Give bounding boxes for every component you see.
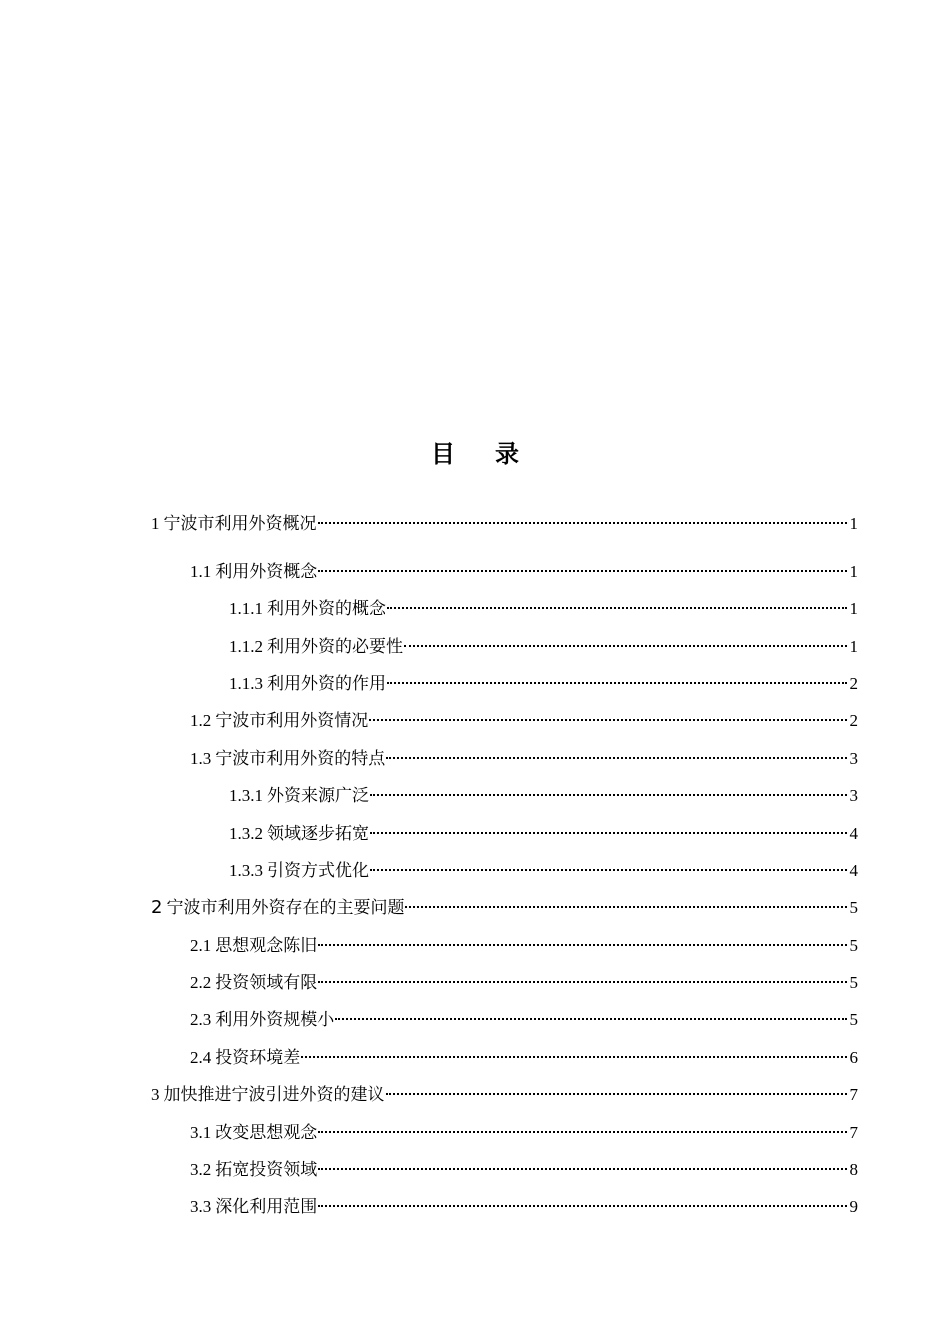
toc-entry-page: 3: [849, 749, 858, 768]
toc-entry-title: 加快推进宁波引进外资的建议: [163, 1085, 385, 1104]
toc-entry-title: 宁波市利用外资的特点: [215, 749, 386, 768]
toc-entry-number: 1.2: [190, 711, 212, 730]
toc-entry-title: 投资领域有限: [215, 973, 318, 992]
toc-entry-page: 2: [849, 674, 858, 693]
toc-entry-page: 4: [849, 861, 858, 880]
toc-entry-title: 宁波市利用外资存在的主要问题: [166, 898, 405, 917]
toc-entry-title: 深化利用范围: [215, 1197, 318, 1216]
toc-entry-page: 1: [849, 599, 858, 618]
toc-entry[interactable]: [229, 630, 858, 658]
toc-entry-page: 1: [849, 562, 858, 581]
toc-entry[interactable]: [190, 1190, 858, 1218]
toc-entry[interactable]: [190, 929, 858, 957]
toc-entry-number: 2.2: [190, 973, 212, 992]
toc-entry[interactable]: [190, 1153, 858, 1181]
toc-entry[interactable]: [190, 1041, 858, 1069]
toc-entry[interactable]: [151, 507, 858, 535]
toc-entry-number: 1.3.1: [229, 786, 263, 805]
toc-entry-page: 8: [849, 1160, 858, 1179]
toc-entry-page: 9: [849, 1197, 858, 1216]
toc-entry-page: 7: [849, 1123, 858, 1142]
toc-entry-page: 4: [849, 824, 858, 843]
toc-entry-number: 1.1: [190, 562, 212, 581]
toc-entry-number: 1.1.3: [229, 674, 263, 693]
toc-entry-number: 3.3: [190, 1197, 212, 1216]
toc-dot-leader: [387, 592, 847, 614]
toc-entry-page: 5: [849, 973, 858, 992]
toc-entry-title: 改变思想观念: [215, 1123, 318, 1142]
toc-dot-leader: [405, 891, 846, 913]
toc-entry-title: 引资方式优化: [267, 861, 369, 880]
toc-entry-number: 1.1.2: [229, 637, 263, 656]
toc-dot-leader: [301, 1041, 846, 1063]
toc-dot-leader: [318, 929, 846, 951]
toc-entry-number: 2: [151, 897, 163, 918]
toc-dot-leader: [318, 507, 847, 529]
toc-dot-leader: [318, 966, 846, 988]
toc-dot-leader: [370, 817, 847, 839]
toc-entry-number: 2.3: [190, 1010, 212, 1029]
toc-entry-page: 1: [849, 637, 858, 656]
toc-entry-page: 1: [849, 514, 858, 533]
toc-entry-page: 7: [849, 1085, 858, 1104]
toc-entry-title: 拓宽投资领域: [215, 1160, 318, 1179]
toc-entry-title: 投资环境差: [215, 1048, 301, 1067]
toc-entry[interactable]: [190, 1116, 858, 1144]
toc-entry-number: 2.4: [190, 1048, 212, 1067]
toc-dot-leader: [386, 1078, 847, 1100]
toc-entry[interactable]: [229, 779, 858, 807]
toc-entry-number: 3: [151, 1085, 160, 1104]
toc-entry[interactable]: [190, 1003, 858, 1031]
toc-dot-leader: [387, 667, 847, 689]
toc-title-char-2: 录: [495, 440, 519, 468]
toc-entry[interactable]: [190, 966, 858, 994]
toc-dot-leader: [318, 1153, 846, 1175]
toc-entry-number: 1: [151, 514, 160, 533]
toc-entry-number: 1.3.3: [229, 861, 263, 880]
toc-entry-page: 5: [849, 1010, 858, 1029]
toc-entry-page: 5: [849, 898, 858, 917]
toc-entry-title: 利用外资规模小: [215, 1010, 335, 1029]
toc-dot-leader: [404, 630, 847, 652]
toc-entry-number: 2.1: [190, 936, 212, 955]
toc-entry-number: 1.1.1: [229, 599, 263, 618]
toc-entry[interactable]: [229, 817, 858, 845]
toc-entry-title: 宁波市利用外资概况: [163, 514, 317, 533]
toc-entry-title: 利用外资的必要性: [267, 637, 403, 656]
toc-dot-leader: [318, 1190, 846, 1212]
toc-entry-number: 3.1: [190, 1123, 212, 1142]
toc-entry-title: 外资来源广泛: [267, 786, 369, 805]
toc-dot-leader: [318, 555, 846, 577]
toc-entry[interactable]: [151, 891, 858, 919]
toc-entry-title: 利用外资的概念: [267, 599, 386, 618]
toc-entry[interactable]: [190, 704, 858, 732]
toc-entry[interactable]: [229, 854, 858, 882]
toc-dot-leader: [369, 704, 846, 726]
toc-entry-number: 3.2: [190, 1160, 212, 1179]
toc-entry[interactable]: [229, 592, 858, 620]
toc-entry[interactable]: [151, 1078, 858, 1106]
toc-entry-title: 思想观念陈旧: [215, 936, 318, 955]
toc-dot-leader: [370, 779, 847, 801]
toc-entry-title: 领域逐步拓宽: [267, 824, 369, 843]
toc-entry-number: 1.3.2: [229, 824, 263, 843]
toc-entry-title: 利用外资概念: [215, 562, 318, 581]
toc-entry-number: 1.3: [190, 749, 212, 768]
toc-title-char-1: 目: [431, 440, 455, 468]
toc-entry-page: 3: [849, 786, 858, 805]
toc-entry[interactable]: [229, 667, 858, 695]
toc-entry[interactable]: [190, 555, 858, 583]
toc-entry-page: 5: [849, 936, 858, 955]
toc-entry-page: 6: [849, 1048, 858, 1067]
toc-entry-page: 2: [849, 711, 858, 730]
toc-dot-leader: [386, 742, 846, 764]
toc-dot-leader: [335, 1003, 846, 1025]
toc-entry-title: 宁波市利用外资情况: [215, 711, 369, 730]
toc-entry[interactable]: [190, 742, 858, 770]
toc-entry-title: 利用外资的作用: [267, 674, 386, 693]
toc-dot-leader: [370, 854, 847, 876]
toc-dot-leader: [318, 1116, 846, 1138]
